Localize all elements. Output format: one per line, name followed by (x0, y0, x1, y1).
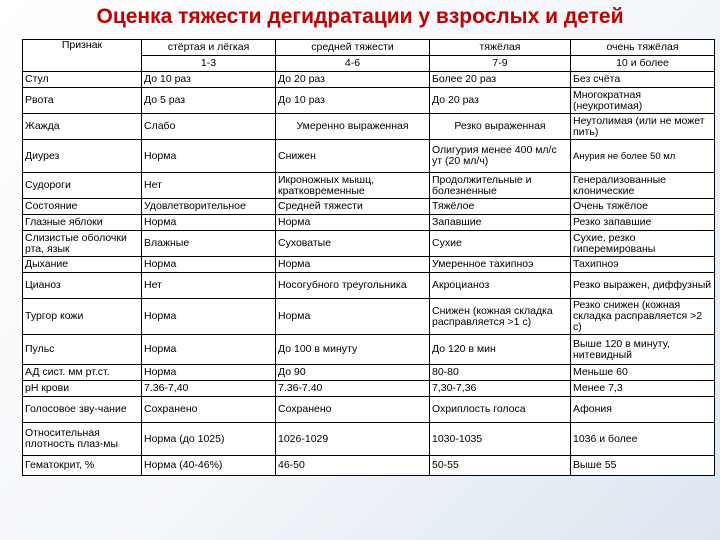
row-sign: Относительная плотность плаз-мы (23, 423, 142, 456)
cell-very-severe: Генерализованные клонические (571, 173, 715, 199)
cell-mild: Норма (40-46%) (142, 456, 276, 476)
cell-severe: Резко выраженная (430, 114, 571, 140)
header-very-severe: очень тяжёлая (571, 40, 715, 56)
cell-severe: Более 20 раз (430, 72, 571, 88)
score-severe: 7-9 (430, 56, 571, 72)
table-row (23, 215, 715, 231)
cell-very-severe: Выше 120 в минуту, нитевидный (571, 335, 715, 365)
cell-severe: Охриплость голоса (430, 397, 571, 423)
table-row (23, 456, 715, 476)
row-sign: Стул (23, 72, 142, 88)
row-sign: Голосовое зву-чание (23, 397, 142, 423)
cell-moderate: Норма (276, 299, 430, 335)
table-row (23, 381, 715, 397)
cell-mild: Норма (142, 299, 276, 335)
cell-very-severe: Многократная (неукротимая) (571, 88, 715, 114)
cell-mild: Норма (142, 257, 276, 273)
cell-very-severe: Резко выражен, диффузный (571, 273, 715, 299)
table-row (23, 88, 715, 114)
cell-severe: До 120 в мин (430, 335, 571, 365)
table-row (23, 231, 715, 257)
table-row (23, 335, 715, 365)
cell-very-severe: Меньше 60 (571, 365, 715, 381)
cell-mild: До 10 раз (142, 72, 276, 88)
cell-severe: Тяжёлое (430, 199, 571, 215)
cell-very-severe: 1036 и более (571, 423, 715, 456)
cell-very-severe: Тахипноэ (571, 257, 715, 273)
page-title: Оценка тяжести дегидратации у взрослых и детей (96, 5, 624, 28)
table-row (23, 173, 715, 199)
cell-moderate: До 90 (276, 365, 430, 381)
row-sign: pH крови (23, 381, 142, 397)
table-row (23, 72, 715, 88)
header-moderate: средней тяжести (276, 40, 430, 56)
cell-moderate: До 100 в минуту (276, 335, 430, 365)
row-sign: Пульс (23, 335, 142, 365)
table-row (23, 365, 715, 381)
cell-severe: Снижен (кожная складка расправляется >1 с) (430, 299, 571, 335)
cell-mild: Удовлетворительное (142, 199, 276, 215)
row-sign: Дыхание (23, 257, 142, 273)
header-row (23, 40, 715, 56)
cell-mild: Норма (142, 140, 276, 173)
cell-mild: Сохранено (142, 397, 276, 423)
table-row (23, 423, 715, 456)
table-row (23, 397, 715, 423)
cell-severe: 50-55 (430, 456, 571, 476)
cell-mild: Влажные (142, 231, 276, 257)
cell-moderate: 7.36-7.40 (276, 381, 430, 397)
cell-severe: 7,30-7,36 (430, 381, 571, 397)
table-row (23, 140, 715, 173)
cell-severe: Сухие (430, 231, 571, 257)
cell-severe: Запавшие (430, 215, 571, 231)
cell-moderate: Носогубного треугольника (276, 273, 430, 299)
header-mild: стёртая и лёгкая (142, 40, 276, 56)
row-sign: АД сист. мм рт.ст. (23, 365, 142, 381)
row-sign: Судороги (23, 173, 142, 199)
row-sign: Жажда (23, 114, 142, 140)
cell-very-severe: Сухие, резко гиперемированы (571, 231, 715, 257)
cell-severe: 1030-1035 (430, 423, 571, 456)
table-row (23, 114, 715, 140)
cell-very-severe: Без счёта (571, 72, 715, 88)
cell-very-severe: Резко снижен (кожная складка расправляется >2 с) (571, 299, 715, 335)
dehydration-table (22, 39, 715, 476)
cell-mild: Норма (до 1025) (142, 423, 276, 456)
row-sign: Глазные яблоки (23, 215, 142, 231)
row-sign: Рвота (23, 88, 142, 114)
row-sign: Гематокрит, % (23, 456, 142, 476)
score-very-severe: 10 и более (571, 56, 715, 72)
table-row (23, 273, 715, 299)
header-sign: Признак (23, 40, 142, 72)
cell-moderate: До 10 раз (276, 88, 430, 114)
score-mild: 1-3 (142, 56, 276, 72)
cell-mild: Нет (142, 273, 276, 299)
cell-moderate: Суховатые (276, 231, 430, 257)
cell-moderate: Средней тяжести (276, 199, 430, 215)
header-severe: тяжёлая (430, 40, 571, 56)
cell-mild: Слабо (142, 114, 276, 140)
row-sign: Тургор кожи (23, 299, 142, 335)
cell-severe: Акроцианоз (430, 273, 571, 299)
cell-mild: Норма (142, 365, 276, 381)
cell-moderate: Умеренно выраженная (276, 114, 430, 140)
cell-moderate: Норма (276, 257, 430, 273)
cell-very-severe: Анурия не более 50 мл (571, 140, 715, 173)
row-sign: Цианоз (23, 273, 142, 299)
table-row (23, 299, 715, 335)
table-row (23, 257, 715, 273)
cell-severe: Олигурия менее 400 мл/с ут (20 мл/ч) (430, 140, 571, 173)
cell-moderate: 46-50 (276, 456, 430, 476)
cell-mild: 7.36-7,40 (142, 381, 276, 397)
cell-very-severe: Афония (571, 397, 715, 423)
cell-mild: До 5 раз (142, 88, 276, 114)
cell-mild: Норма (142, 215, 276, 231)
cell-moderate: Сохранено (276, 397, 430, 423)
score-moderate: 4-6 (276, 56, 430, 72)
cell-moderate: Икроножных мышц, кратковременные (276, 173, 430, 199)
cell-moderate: Норма (276, 215, 430, 231)
row-sign: Состояние (23, 199, 142, 215)
cell-very-severe: Резко запавшие (571, 215, 715, 231)
cell-very-severe: Выше 55 (571, 456, 715, 476)
cell-severe: До 20 раз (430, 88, 571, 114)
cell-severe: Продолжительные и болезненные (430, 173, 571, 199)
row-sign: Диурез (23, 140, 142, 173)
cell-very-severe: Очень тяжёлое (571, 199, 715, 215)
cell-moderate: До 20 раз (276, 72, 430, 88)
cell-moderate: 1026-1029 (276, 423, 430, 456)
cell-very-severe: Менее 7,3 (571, 381, 715, 397)
cell-mild: Нет (142, 173, 276, 199)
cell-moderate: Снижен (276, 140, 430, 173)
cell-very-severe: Неутолимая (или не может пить) (571, 114, 715, 140)
table-row (23, 199, 715, 215)
cell-mild: Норма (142, 335, 276, 365)
cell-severe: 80-80 (430, 365, 571, 381)
cell-severe: Умеренное тахипноэ (430, 257, 571, 273)
row-sign: Слизистые оболочки рта, язык (23, 231, 142, 257)
